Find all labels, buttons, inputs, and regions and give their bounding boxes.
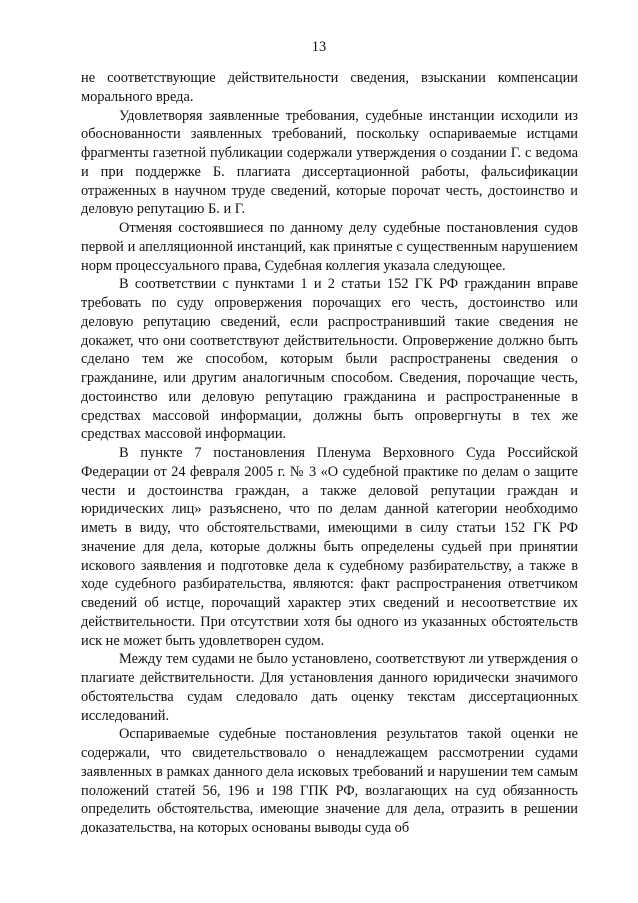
paragraph-continuation: не соответствующие действительности сведения, взыскании компенсации морального вреда. (81, 70, 578, 105)
paragraph-claims-granted: Удовлетворяя заявленные требования, судебные инстанции исходили из обоснованности заявленных требований, поскольку оспариваемые истцами фрагменты газетной публикации содержали утверждения о создании Г. с ведома и при поддержке Б. плагиата диссертационной работы, фальсификации отраженных в научном труде сведений, которые порочат честь, достоинство и деловую репутацию Б. и Г. (81, 107, 578, 218)
page-number: 13 (311, 39, 327, 55)
paragraph-plagiarism-not-established: Между тем судами не было установлено, соответствуют ли утверждения о плагиате действительности. Для установления данного юридически значимого обстоятельства судам следовало дать оценку текстам диссертационных исследований. (81, 651, 578, 724)
paragraph-contested-rulings: Оспариваемые судебные постановления результатов такой оценки не содержали, что свидетельствовало о ненадлежащем рассмотрении судами заявленных в рамках данного дела исковых требований и нарушении тем самым положений статей 56, 196 и 198 ГПК РФ, возлагающих на суд обязанность определить обстоятельства, имеющие значение для дела, отразить в решении доказательства, на которых основаны выводы суда об (81, 726, 578, 836)
paragraph-plenum-resolution: В пункте 7 постановления Пленума Верховного Суда Российской Федерации от 24 февраля 2005 г. № 3 «О судебной практике по делам о защите чести и достоинства граждан, а также деловой репутации граждан и юридических лиц» разъяснено, что по делам данной категории необходимо иметь в виду, что обстоятельствами, имеющими в силу статьи 152 ГК РФ значение для дела, которые должны быть определены судьей при принятии искового заявления и подготовке дела к судебному разбирательству, а также в ходе судебного разбирательства, являются: факт распространения ответчиком сведений об истце, порочащий характер этих сведений и несоответствие их действительности. При отсутствии хотя бы одного из указанных обстоятельств иск не может быть удовлетворен судом. (81, 445, 578, 649)
paragraph-article-152: В соответствии с пунктами 1 и 2 статьи 152 ГК РФ гражданин вправе требовать по суду опровержения порочащих его честь, достоинство или деловую репутацию сведений, если распространивший такие сведения не докажет, что они соответствуют действительности. Опровержение должно быть сделано тем же способом, которым были распространены сведения о гражданине, или другим аналогичным способом. Сведения, порочащие честь, достоинство или деловую репутацию гражданина и распространенные в средствах массовой информации, должны быть опровергнуты в тех же средствах массовой информации. (81, 276, 578, 443)
document-body (81, 69, 578, 838)
paragraph-judicial-board-ruling: Отменяя состоявшиеся по данному делу судебные постановления судов первой и апелляционной инстанций, как принятые с существенным нарушением норм процессуального права, Судебная коллегия указала следующее. (81, 220, 578, 274)
